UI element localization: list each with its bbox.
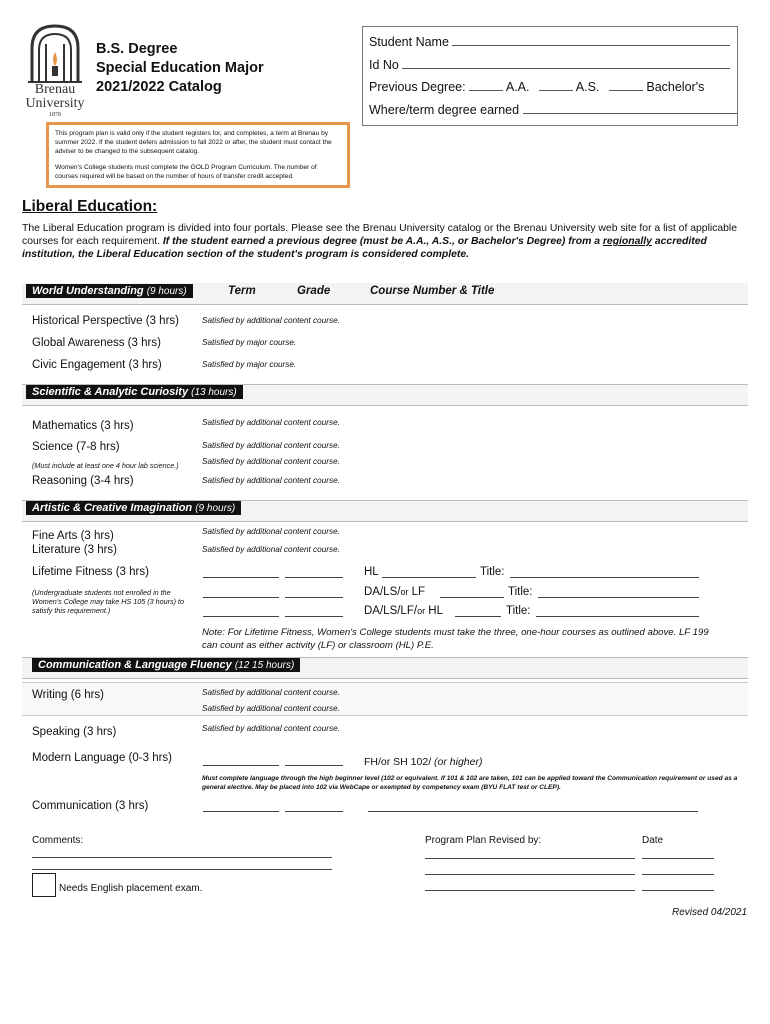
scientific-header-label: Scientific & Analytic Curiosity [32, 386, 189, 398]
col-grade: Grade [297, 285, 331, 297]
req-reasoning: Reasoning (3-4 hrs) [32, 475, 134, 487]
req-speaking: Speaking (3 hrs) [32, 726, 117, 738]
status-reasoning: Satisfied by additional content course. [202, 476, 340, 485]
fitness-hl-course[interactable] [382, 577, 476, 578]
status-literature: Satisfied by additional content course. [202, 545, 340, 554]
fitness-grade-2[interactable] [285, 597, 343, 598]
title-line-2: Special Education Major [96, 60, 264, 76]
req-historical: Historical Perspective (3 hrs) [32, 315, 179, 327]
page-title [96, 40, 264, 97]
communication-course[interactable] [368, 811, 698, 812]
notice-p2: Women's College students must complete the GOLD Program Curriculum. The number of courses required will be based on the number of hours of transfer credit accepted. [55, 164, 317, 180]
fitness-title-3[interactable] [536, 616, 699, 617]
where-term-row[interactable] [369, 102, 737, 117]
req-science: Science (7-8 hrs) [32, 441, 120, 453]
status-speaking: Satisfied by additional content course. [202, 724, 340, 733]
logo-year: 1878 [49, 112, 61, 118]
fitness-term-1[interactable] [203, 577, 279, 578]
or-higher-label: (or higher) [434, 756, 483, 768]
english-placement-label: Needs English placement exam. [59, 883, 203, 894]
dals-label: DA/LS/ [364, 586, 401, 598]
status-historical: Satisfied by additional content course. [202, 316, 340, 325]
communication-header-hours: (12 15 hours) [234, 660, 295, 671]
aa-label: A.A. [505, 80, 530, 94]
language-grade[interactable] [285, 765, 343, 766]
revised-by-line-2[interactable] [425, 874, 635, 875]
fitness-title-1[interactable] [510, 577, 699, 578]
catalog-notice [46, 122, 350, 188]
fitness-title-label-1: Title: [480, 566, 505, 578]
revised-date: Revised 04/2021 [672, 907, 748, 918]
req-fitness: Lifetime Fitness (3 hrs) [32, 566, 149, 578]
hl-label-2: HL [428, 605, 443, 617]
col-course: Course Number & Title [370, 285, 495, 297]
id-field[interactable] [402, 57, 730, 69]
logo-name2: University [25, 96, 85, 111]
language-requirement-note: Must complete language through the high beginner level (102 or equivalent. If 101 & 102 are taken, 101 can be applied toward the Communication requirement or used as a general elective. May be placed into 102 via WebCape or exempted by competency exam (BYU FLAT test or CLEP). [202, 775, 738, 791]
fitness-term-3[interactable] [203, 616, 279, 617]
lf-label: LF [411, 586, 426, 598]
req-global: Global Awareness (3 hrs) [32, 337, 161, 349]
aa-blank[interactable] [469, 79, 503, 91]
or-label-2: or [417, 606, 426, 616]
liberal-education-intro [22, 222, 752, 261]
fitness-grade-3[interactable] [285, 616, 343, 617]
intro-bold-b: accredited institution, the Liberal Education section of the student's program is considered complete. [22, 236, 707, 260]
language-course [364, 756, 482, 768]
req-literature: Literature (3 hrs) [32, 544, 118, 556]
intro-bold-a: If the student earned a previous degree (must be A.A., A.S., or Bachelor's Degree) from a [162, 236, 600, 247]
date-line-2[interactable] [642, 874, 714, 875]
revised-by-label: Program Plan Revised by: [425, 835, 542, 846]
date-line-3[interactable] [642, 890, 714, 891]
writing-band [22, 682, 748, 716]
previous-degree-label: Previous Degree: [369, 80, 466, 94]
artistic-header [26, 501, 241, 515]
as-blank[interactable] [539, 79, 573, 91]
intro-bold-u: regionally [602, 236, 652, 247]
logo-name: Brenau [34, 82, 76, 97]
comments-label: Comments: [32, 835, 84, 846]
req-fine-arts: Fine Arts (3 hrs) [32, 530, 114, 542]
world-header [26, 284, 193, 298]
status-writing-1: Satisfied by additional content course. [202, 688, 340, 697]
status-science-2: Satisfied by additional content course. [202, 457, 340, 466]
title-line-3: 2021/2022 Catalog [96, 79, 222, 95]
fitness-hl-label: HL [364, 566, 379, 578]
communication-term[interactable] [203, 811, 279, 812]
previous-degree-row [369, 79, 704, 94]
liberal-education-title: Liberal Education: [22, 198, 158, 215]
req-writing: Writing (6 hrs) [32, 689, 104, 701]
comments-line-1[interactable] [32, 857, 332, 858]
student-name-field[interactable] [452, 34, 730, 46]
arch-icon [22, 22, 88, 84]
student-name-row[interactable] [369, 34, 730, 49]
fitness-title-label-3: Title: [506, 605, 531, 617]
title-line-1: B.S. Degree [96, 41, 178, 57]
id-label: Id No [369, 58, 399, 72]
fitness-note: (Undergraduate students not enrolled in the Women's College may take HS 105 (3 hours) to satisfy this requirement.) [32, 588, 184, 615]
science-lab-note: (Must include at least one 4 hour lab science.) [32, 461, 179, 470]
bachelors-blank[interactable] [609, 79, 643, 91]
bachelors-label: Bachelor's [646, 80, 705, 94]
language-term[interactable] [203, 765, 279, 766]
fitness-title-2[interactable] [538, 597, 699, 598]
dals-lf-label: DA/LS/LF/ [364, 605, 418, 617]
fitness-term-2[interactable] [203, 597, 279, 598]
as-label: A.S. [575, 80, 600, 94]
intro-plain: The Liberal Education program is divided into four portals. Please see the Brenau University catalog or the Brenau University web site for a list of applicable courses for each requirement. [22, 223, 738, 247]
fitness-hl-course-2[interactable] [455, 616, 501, 617]
scientific-header [26, 385, 243, 399]
or-label: or [400, 587, 409, 597]
world-header-label: World Understanding [32, 285, 144, 297]
fitness-dals-lf [364, 586, 425, 598]
fh-label: FH/or SH 102/ [364, 756, 432, 768]
english-placement-checkbox[interactable] [32, 873, 56, 897]
artistic-header-hours: (9 hours) [195, 503, 236, 514]
communication-header-label: Communication & Language Fluency [38, 659, 232, 671]
world-header-hours: (9 hours) [146, 286, 187, 297]
scientific-header-hours: (13 hours) [191, 387, 237, 398]
where-term-field[interactable] [523, 102, 737, 114]
status-mathematics: Satisfied by additional content course. [202, 418, 340, 427]
communication-grade[interactable] [285, 811, 343, 812]
req-mathematics: Mathematics (3 hrs) [32, 420, 134, 432]
notice-p1: This program plan is valid only if the student registers for, and completes, a term at Brenau by summer 2022. If the student defers admission to fall 2022 or after, the student must contact the adviser to be changed to the subsequent catalog. [55, 130, 332, 155]
id-row[interactable] [369, 57, 730, 72]
where-term-label: Where/term degree earned [369, 103, 520, 117]
status-writing-2: Satisfied by additional content course. [202, 704, 340, 713]
fitness-note-text: Note: For Lifetime Fitness, Women's College students must take the three, one-hour courses as outlined above. LF 199 can count as either activity (LF) or classroom (HL) P.E. [202, 627, 709, 651]
brenau-logo [22, 22, 88, 120]
revised-by-line-3[interactable] [425, 890, 635, 891]
col-term: Term [228, 285, 256, 297]
date-line-1[interactable] [642, 858, 714, 859]
student-name-label: Student Name [369, 35, 449, 49]
artistic-header-label: Artistic & Creative Imagination [32, 502, 193, 514]
date-label: Date [642, 835, 664, 846]
req-communication: Communication (3 hrs) [32, 800, 149, 812]
req-modern-language: Modern Language (0-3 hrs) [32, 752, 172, 764]
revised-by-line-1[interactable] [425, 858, 635, 859]
student-info-box [362, 26, 738, 126]
status-science: Satisfied by additional content course. [202, 441, 340, 450]
req-civic: Civic Engagement (3 hrs) [32, 359, 162, 371]
fitness-dals-lf-hl [364, 605, 443, 617]
status-civic: Satisfied by major course. [202, 360, 297, 369]
communication-header [32, 658, 300, 672]
comments-line-2[interactable] [32, 869, 332, 870]
status-global: Satisfied by major course. [202, 338, 297, 347]
fitness-grade-1[interactable] [285, 577, 343, 578]
fitness-lf-course[interactable] [440, 597, 504, 598]
fitness-title-label-2: Title: [508, 586, 533, 598]
status-fine-arts: Satisfied by additional content course. [202, 527, 340, 536]
